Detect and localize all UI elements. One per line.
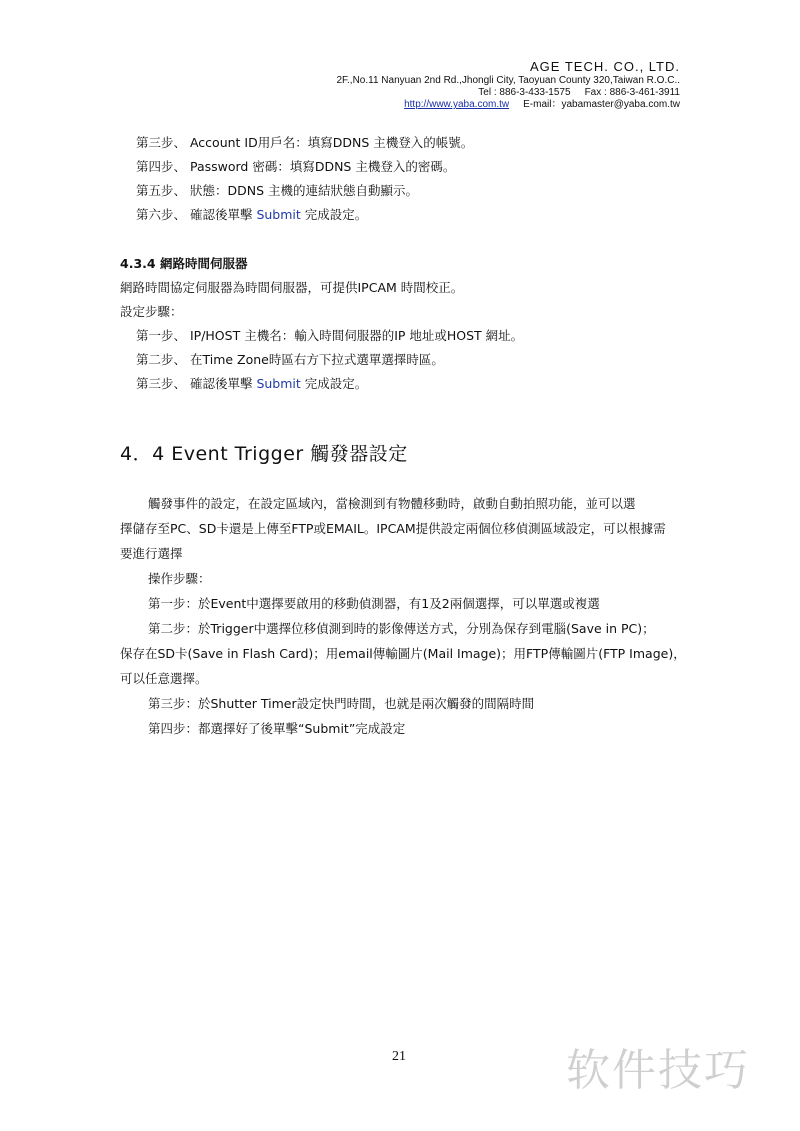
submit-keyword: Submit bbox=[256, 207, 301, 222]
ntp-heading: 4.3.4 網路時間伺服器 bbox=[120, 256, 248, 271]
ddns-step: 第四步、 Password 密碼：填寫DDNS 主機登入的密碼。 bbox=[136, 159, 456, 174]
event-step-4: 第四步：都選擇好了後單擊“Submit”完成設定 bbox=[148, 721, 406, 736]
paragraph-line: 要進行選擇 bbox=[120, 546, 183, 561]
ntp-step: 第二步、 在Time Zone時區右方下拉式選單選擇時區。 bbox=[136, 352, 444, 367]
company-name: AGE TECH. CO., LTD. bbox=[530, 59, 680, 74]
paragraph-line: 觸發事件的設定，在設定區域內，當檢測到有物體移動時，啟動自動拍照功能，並可以選 bbox=[148, 496, 636, 511]
letterhead bbox=[336, 58, 680, 111]
section-title: 4．4 Event Trigger 觸發器設定 bbox=[120, 443, 408, 465]
email-address: E-mail：yabamaster@yaba.com.tw bbox=[523, 99, 680, 110]
event-step-2-line: 保存在SD卡(Save in Flash Card)；用email傳輸圖片(Mail Image)；用FTP傳輸圖片(FTP Image)， bbox=[120, 646, 686, 661]
ntp-step: 第一步、 IP/HOST 主機名：輸入時間伺服器的IP 地址或HOST 網址。 bbox=[136, 328, 524, 343]
ntp-description: 網路時間協定伺服器為時間伺服器，可提供IPCAM 時間校正。 bbox=[120, 280, 464, 295]
event-step-1: 第一步：於Event中選擇要啟用的移動偵測器，有1及2兩個選擇，可以單選或複選 bbox=[148, 596, 600, 611]
website-link[interactable]: http://www.yaba.com.tw bbox=[404, 99, 510, 110]
ddns-step: 第五步、 狀態：DDNS 主機的連結狀態自動顯示。 bbox=[136, 183, 418, 198]
ntp-step: 第三步、 確認後單擊 Submit 完成設定。 bbox=[136, 376, 368, 391]
event-step-3: 第三步：於Shutter Timer設定快門時間，也就是兩次觸發的間隔時間 bbox=[148, 696, 535, 711]
fax-number: Fax : 886-3-461-3911 bbox=[584, 87, 680, 98]
event-step-2-line: 第二步：於Trigger中選擇位移偵測到時的影像傳送方式，分別為保存到電腦(Save in PC)； bbox=[148, 621, 655, 636]
submit-keyword: Submit bbox=[256, 376, 301, 391]
event-step-2-line: 可以任意選擇。 bbox=[120, 671, 208, 686]
operation-steps-label: 操作步驟： bbox=[148, 571, 211, 586]
paragraph-line: 擇儲存至PC、SD卡還是上傳至FTP或EMAIL。IPCAM提供設定兩個位移偵測區域設定，可以根據需 bbox=[120, 521, 666, 536]
watermark: 软件技巧 bbox=[566, 1045, 750, 1096]
ddns-step: 第三步、 Account ID用戶名：填寫DDNS 主機登入的帳號。 bbox=[136, 135, 474, 150]
ntp-steps-label: 設定步驟： bbox=[120, 304, 183, 319]
contact-phone-line bbox=[336, 87, 680, 99]
contact-web-line bbox=[336, 99, 680, 111]
company-address: 2F.,No.11 Nanyuan 2nd Rd.,Jhongli City, Taoyuan County 320,Taiwan R.O.C.. bbox=[336, 75, 680, 86]
page-number: 21 bbox=[392, 1049, 406, 1064]
tel-number: Tel : 886-3-433-1575 bbox=[478, 87, 571, 98]
ddns-step: 第六步、 確認後單擊 Submit 完成設定。 bbox=[136, 207, 368, 222]
